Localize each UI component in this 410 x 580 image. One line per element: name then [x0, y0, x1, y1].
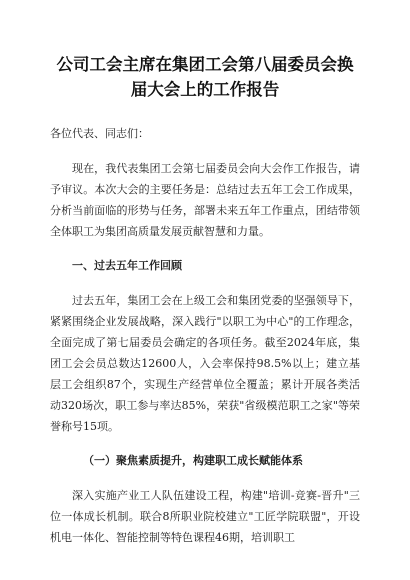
- subsection-paragraph: 深入实施产业工人队伍建设工程，构建"培训-竞赛-晋升"三位一体成长机制。联合8所职业院校建立"工匠学院联盟"，开设机电一体化、智能控制等特色课程46期，培训职工: [50, 489, 360, 544]
- salutation: 各位代表、同志们：: [50, 127, 149, 140]
- section-paragraph: 过去五年，集团工会在上级工会和集团党委的坚强领导下，紧紧围绕企业发展战略，深入践行"以职工为中心"的工作理念，全面完成了第七届委员会确定的各项任务。截至2024年底，集团工会会员总数达12600人，入会率保持98.5%以上；建立基层工会组织87个，实现生产经营单位全覆盖；累计开展各类活动320场次，职工参与率达85%，荣获"省级模范职工之家"等荣誉称号15项。: [50, 294, 360, 433]
- document-title: 公司工会主席在集团工会第八届委员会换届大会上的工作报告: [56, 55, 354, 99]
- subsection-heading: （一）聚焦素质提升，构建职工成长赋能体系: [83, 454, 303, 467]
- section-heading: 一、过去五年工作回顾: [72, 259, 182, 272]
- intro-paragraph: 现在，我代表集团工会第七届委员会向大会作工作报告，请予审议。本次大会的主要任务是：总结过去五年工会工作成果，分析当前面临的形势与任务，部署未来五年工作重点，团结带领全体职工为集团高质量发展贡献智慧和力量。: [50, 162, 360, 238]
